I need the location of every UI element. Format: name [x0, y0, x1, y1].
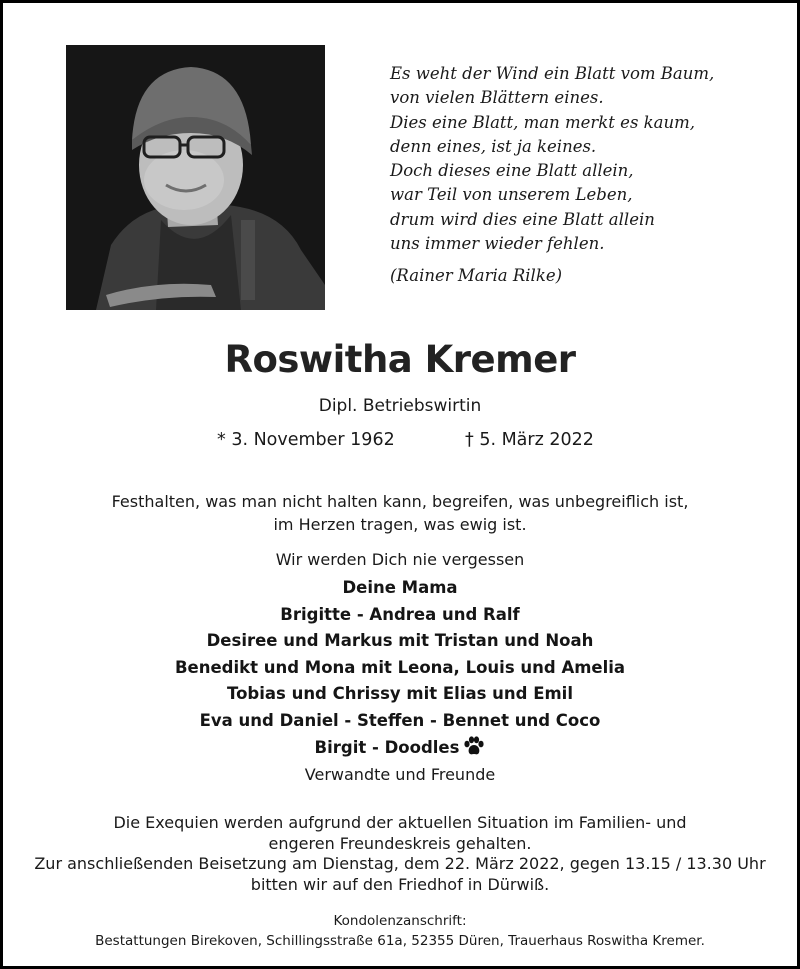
condolence-label: Kondolenzanschrift: — [333, 913, 467, 929]
quote-line: Festhalten, was man nicht halten kann, begreifen, was unbegreiflich ist, — [111, 492, 689, 511]
poem-line: uns immer wieder fehlen. — [390, 234, 605, 254]
poem-line: Doch dieses eine Blatt allein, — [390, 161, 634, 181]
condolence-address — [0, 912, 800, 951]
family-list — [0, 575, 800, 761]
deceased-title: Dipl. Betriebswirtin — [318, 396, 482, 416]
poem-line: war Teil von unserem Leben, — [390, 185, 633, 205]
notice-line: engeren Freundeskreis gehalten. — [268, 833, 532, 853]
poem-line: drum wird dies eine Blatt allein — [390, 209, 655, 229]
family-member-with-pet — [0, 735, 800, 762]
notice-line: bitten wir auf den Friedhof in Dürwiß. — [250, 874, 550, 894]
portrait-illustration — [66, 45, 325, 310]
funeral-notice — [0, 813, 800, 895]
poem-line: Es weht der Wind ein Blatt vom Baum, — [390, 64, 715, 83]
family-member: Brigitte - Andrea und Ralf — [280, 604, 520, 624]
quote-line: im Herzen tragen, was ewig ist. — [273, 514, 527, 534]
poem-line: von vielen Blättern eines. — [390, 88, 604, 108]
poem-line: Dies eine Blatt, man merkt es kaum, — [390, 112, 696, 132]
never-forget-text: Wir werden Dich nie vergessen — [275, 550, 525, 569]
deceased-name: Roswitha Kremer — [224, 338, 576, 381]
family-member: Tobias und Chrissy mit Elias und Emil — [227, 684, 573, 704]
poem-author: (Rainer Maria Rilke) — [390, 266, 563, 286]
memorial-quote — [0, 491, 800, 536]
portrait-photo — [66, 45, 325, 310]
family-member: Eva und Daniel - Steffen - Bennet und Coco — [199, 710, 601, 730]
relatives-text: Verwandte und Freunde — [304, 765, 496, 784]
birth-date: * 3. November 1962 — [217, 430, 395, 450]
death-date: † 5. März 2022 — [465, 430, 594, 450]
family-member-text: Birgit - Doodles — [314, 737, 460, 757]
family-member: Benedikt und Mona mit Leona, Louis und Amelia — [174, 657, 626, 677]
notice-line: Zur anschließenden Beisetzung am Dienstag, dem 22. März 2022, gegen 13.15 / 13.30 Uhr — [34, 854, 766, 873]
condolence-address-text: Bestattungen Birekoven, Schillingsstraße 61a, 52355 Düren, Trauerhaus Roswitha Kremer. — [95, 932, 705, 949]
notice-line: Die Exequien werden aufgrund der aktuellen Situation im Familien- und — [113, 813, 687, 832]
poem — [390, 62, 770, 289]
family-member: Desiree und Markus mit Tristan und Noah — [206, 631, 594, 651]
poem-line: denn eines, ist ja keines. — [390, 136, 597, 156]
paw-icon — [463, 736, 485, 756]
family-member: Deine Mama — [342, 578, 458, 597]
